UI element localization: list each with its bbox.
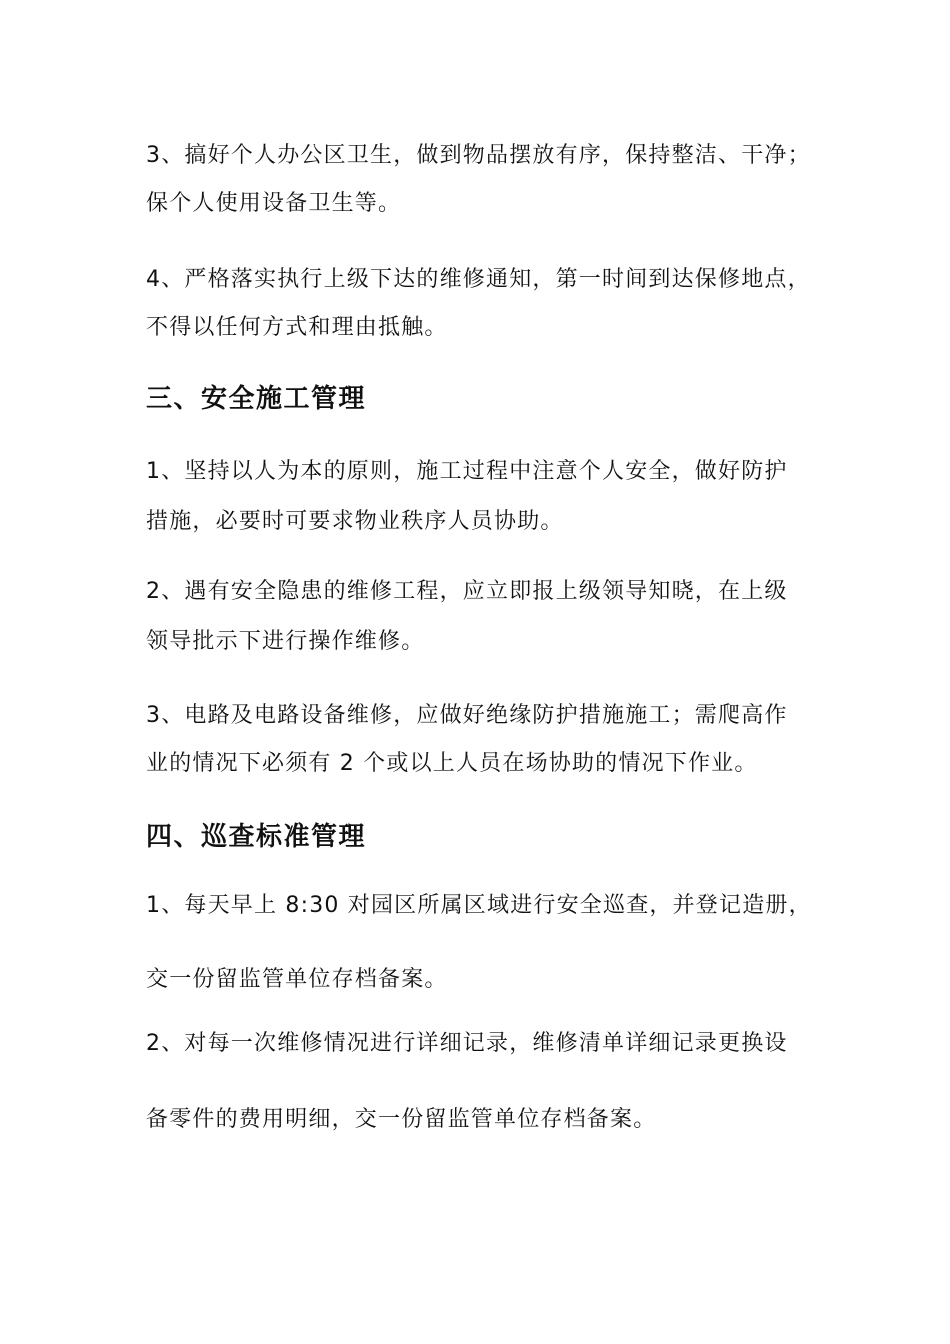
paragraph-line: 保个人使用设备卫生等。 — [146, 191, 402, 216]
paragraph-line: 备零件的费用明细，交一份留监管单位存档备案。 — [146, 1107, 657, 1132]
paragraph-3-electrical-repair — [146, 698, 836, 778]
paragraph-1-people-oriented — [146, 454, 836, 534]
paragraph-line: 1、坚持以人为本的原则，施工过程中注意个人安全，做好防护 — [146, 459, 788, 484]
paragraph-line: 1、每天早上 8:30 对园区所属区域进行安全巡查，并登记造册， — [146, 893, 812, 918]
paragraph-3-office-hygiene — [146, 138, 836, 218]
paragraph-line: 2、遇有安全隐患的维修工程，应立即报上级领导知晓，在上级 — [146, 579, 788, 604]
paragraph-line: 3、搞好个人办公区卫生，做到物品摆放有序，保持整洁、干净； — [146, 143, 811, 168]
paragraph-line: 领导批示下进行操作维修。 — [146, 629, 425, 654]
paragraph-1-daily-inspection — [146, 888, 836, 998]
paragraph-line: 2、对每一次维修情况进行详细记录，维修清单详细记录更换设 — [146, 1031, 788, 1056]
paragraph-line: 交一份留监管单位存档备案。 — [146, 967, 448, 992]
paragraph-2-hazard-reporting — [146, 574, 836, 654]
paragraph-line: 业的情况下必须有 2 个或以上人员在场协助的情况下作业。 — [146, 751, 758, 776]
paragraph-line: 不得以任何方式和理由抵触。 — [146, 315, 448, 340]
section-heading-safety-construction: 三、安全施工管理 — [146, 384, 367, 414]
paragraph-line: 4、严格落实执行上级下达的维修通知，第一时间到达保修地点， — [146, 267, 811, 292]
paragraph-line: 措施，必要时可要求物业秩序人员协助。 — [146, 509, 564, 534]
paragraph-line: 3、电路及电路设备维修，应做好绝缘防护措施施工；需爬高作 — [146, 703, 788, 728]
section-heading-inspection-standards: 四、巡查标准管理 — [146, 822, 367, 852]
paragraph-4-repair-notice — [146, 262, 836, 342]
paragraph-2-repair-records — [146, 1026, 836, 1136]
